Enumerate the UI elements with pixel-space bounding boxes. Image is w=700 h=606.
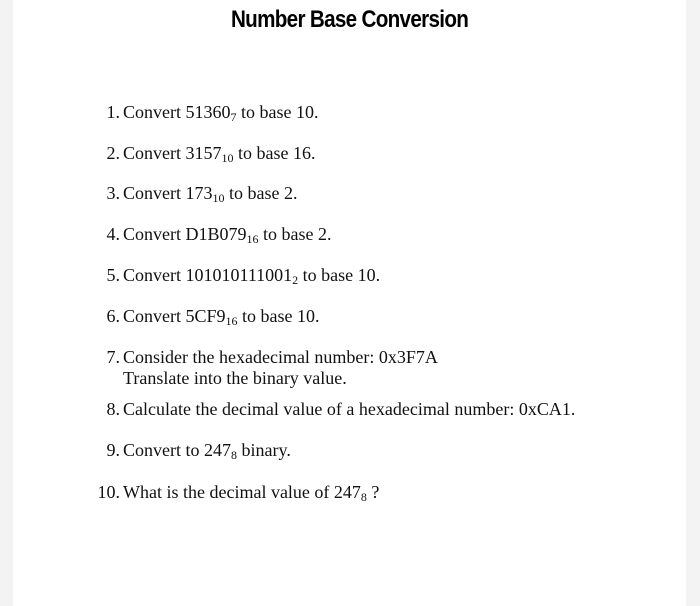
question-text: Convert $51360_7$ to base 10.: [123, 102, 319, 124]
question-text: Convert to $247_8$ binary.: [123, 440, 291, 462]
base-subscript: 16: [225, 314, 238, 328]
question-number: 8.: [106, 399, 120, 419]
question-number: 1.: [106, 102, 120, 122]
base-subscript: 8: [360, 490, 367, 504]
question-number: 6.: [106, 306, 120, 326]
question-text: Convert $173_{10}$ to base 2.: [123, 183, 298, 205]
question-text: Calculate the decimal value of a hexadecimal number: 0xCA1.: [123, 399, 576, 419]
base-subscript: 10: [221, 151, 234, 165]
question-text: Convert $3157_{10}$ to base 16.: [123, 143, 316, 165]
base-subscript: 8: [231, 448, 237, 462]
base-subscript: 2: [292, 273, 299, 287]
question-number: 4.: [106, 224, 120, 244]
question-number: 9.: [106, 440, 120, 460]
question-number: 3.: [106, 183, 120, 203]
question-text: Consider the hexadecimal number: 0x3F7A: [123, 347, 438, 367]
question-text: Convert $5CF9_{16}$ to base 10.: [123, 306, 320, 328]
base-subscript: 16: [246, 232, 259, 246]
question-number: 2.: [106, 143, 120, 163]
question-number: 7.: [106, 347, 120, 367]
base-subscript: 7: [230, 110, 237, 124]
question-number: 10.: [97, 482, 120, 502]
question-text: What is the decimal value of $247_8$ ?: [123, 482, 380, 504]
question-number: 5.: [106, 265, 120, 285]
base-subscript: 10: [212, 191, 225, 205]
question-text: Convert $D1B079_{16}$ to base 2.: [123, 224, 332, 246]
document-page: [13, 0, 686, 606]
question-text-line2: Translate into the binary value.: [123, 368, 347, 388]
question-text: Convert $101010111001_2$ to base 10.: [123, 265, 381, 287]
page-title: Number Base Conversion: [230, 6, 469, 33]
